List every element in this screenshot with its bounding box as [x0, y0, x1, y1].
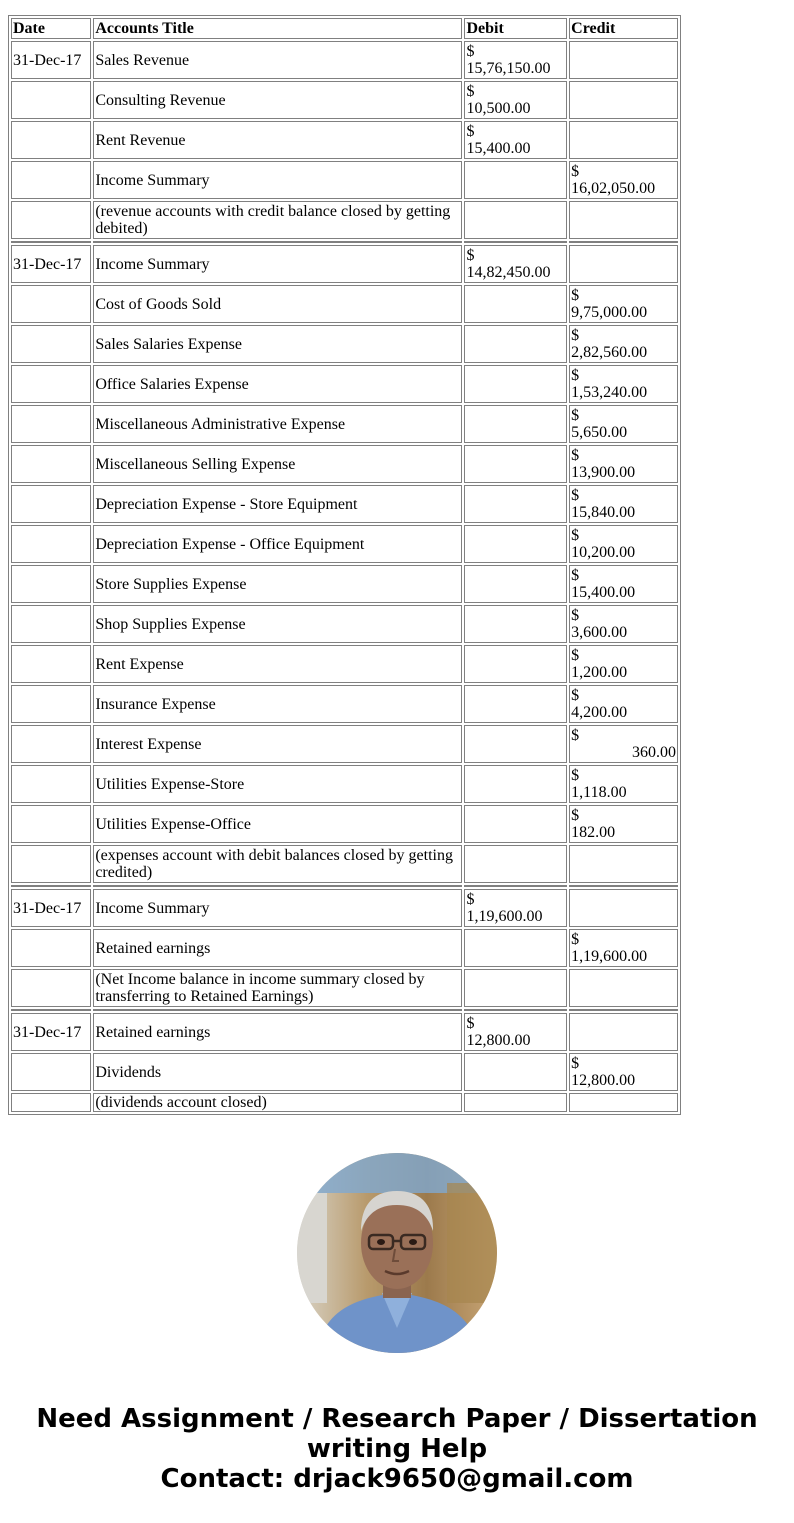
- debit-cell: [464, 1093, 567, 1112]
- table-row: [11, 525, 678, 563]
- account-title-cell: Dividends: [93, 1053, 462, 1091]
- debit-cell: [464, 121, 567, 159]
- date-cell: [11, 485, 91, 523]
- credit-cell: [569, 325, 678, 363]
- debit-cell: [464, 81, 567, 119]
- table-body: [11, 41, 678, 1112]
- table-row: [11, 405, 678, 443]
- date-cell: [11, 525, 91, 563]
- separator-cell: [11, 1009, 91, 1011]
- credit-amount: 1,200.00: [571, 664, 628, 681]
- footer-line-1: Need Assignment / Research Paper / Dissertation: [36, 1404, 758, 1434]
- credit-amount: 10,200.00: [571, 544, 636, 561]
- credit-currency-symbol: $: [571, 367, 580, 384]
- debit-cell: [464, 161, 567, 199]
- account-title-cell: Sales Salaries Expense: [93, 325, 462, 363]
- credit-amount: 5,650.00: [571, 424, 628, 441]
- date-cell: [11, 201, 91, 239]
- account-title-cell: Shop Supplies Expense: [93, 605, 462, 643]
- debit-currency-symbol: $: [466, 891, 475, 908]
- account-title-cell: Miscellaneous Selling Expense: [93, 445, 462, 483]
- narration-cell: (expenses account with debit balances closed by getting credited): [93, 845, 462, 883]
- table-row: [11, 725, 678, 763]
- date-cell: [11, 645, 91, 683]
- date-cell: [11, 365, 91, 403]
- table-row: [11, 41, 678, 79]
- date-cell: [11, 565, 91, 603]
- credit-amount: 13,900.00: [571, 464, 636, 481]
- credit-amount: 1,53,240.00: [571, 384, 648, 401]
- account-title-cell: Insurance Expense: [93, 685, 462, 723]
- header-credit: Credit: [569, 18, 678, 39]
- credit-cell: [569, 1013, 678, 1051]
- date-cell: [11, 765, 91, 803]
- debit-currency-symbol: $: [466, 83, 475, 100]
- author-avatar: [297, 1153, 497, 1353]
- debit-cell: [464, 725, 567, 763]
- table-row: [11, 645, 678, 683]
- debit-amount: 14,82,450.00: [466, 264, 551, 281]
- credit-currency-symbol: $: [571, 807, 580, 824]
- account-title-cell: Retained earnings: [93, 929, 462, 967]
- debit-currency-symbol: $: [466, 1015, 475, 1032]
- narration-row: [11, 1093, 678, 1112]
- debit-cell: [464, 805, 567, 843]
- credit-amount: 2,82,560.00: [571, 344, 648, 361]
- credit-amount: 12,800.00: [571, 1072, 636, 1089]
- date-cell: [11, 725, 91, 763]
- credit-amount: 16,02,050.00: [571, 180, 656, 197]
- credit-cell: [569, 485, 678, 523]
- account-title-cell: Income Summary: [93, 161, 462, 199]
- credit-cell: [569, 365, 678, 403]
- date-cell: [11, 285, 91, 323]
- table-row: [11, 81, 678, 119]
- credit-cell: [569, 725, 678, 763]
- separator-cell: [93, 885, 462, 887]
- debit-amount: 10,500.00: [466, 100, 531, 117]
- debit-cell: [464, 405, 567, 443]
- debit-cell: [464, 445, 567, 483]
- debit-cell: [464, 845, 567, 883]
- credit-currency-symbol: $: [571, 1055, 580, 1072]
- group-separator: [11, 885, 678, 887]
- narration-cell: (revenue accounts with credit balance closed by getting debited): [93, 201, 462, 239]
- credit-cell: [569, 41, 678, 79]
- date-cell: [11, 1053, 91, 1091]
- narration-cell: (dividends account closed): [93, 1093, 462, 1112]
- table-row: [11, 889, 678, 927]
- credit-currency-symbol: $: [571, 767, 580, 784]
- table-row: [11, 765, 678, 803]
- credit-cell: [569, 845, 678, 883]
- credit-amount: 182.00: [571, 824, 616, 841]
- debit-cell: [464, 41, 567, 79]
- footer-contact-line: Contact: drjack9650@gmail.com: [160, 1464, 634, 1494]
- credit-amount: 1,19,600.00: [571, 948, 648, 965]
- credit-cell: [569, 765, 678, 803]
- debit-cell: [464, 645, 567, 683]
- credit-cell: [569, 889, 678, 927]
- header-debit: Debit: [464, 18, 567, 39]
- debit-cell: [464, 969, 567, 1007]
- account-title-cell: Rent Revenue: [93, 121, 462, 159]
- date-cell: 31-Dec-17: [11, 889, 91, 927]
- debit-cell: [464, 201, 567, 239]
- table-row: [11, 245, 678, 283]
- credit-cell: [569, 805, 678, 843]
- debit-amount: 1,19,600.00: [466, 908, 543, 925]
- credit-amount: 1,118.00: [571, 784, 627, 801]
- credit-cell: [569, 969, 678, 1007]
- header-date: Date: [11, 18, 91, 39]
- account-title-cell: Utilities Expense-Store: [93, 765, 462, 803]
- narration-row: [11, 845, 678, 883]
- date-cell: [11, 969, 91, 1007]
- group-separator: [11, 1009, 678, 1011]
- credit-cell: [569, 81, 678, 119]
- date-cell: [11, 121, 91, 159]
- debit-currency-symbol: $: [466, 43, 475, 60]
- date-cell: [11, 405, 91, 443]
- account-title-cell: Consulting Revenue: [93, 81, 462, 119]
- table-row: [11, 805, 678, 843]
- credit-currency-symbol: $: [571, 931, 580, 948]
- account-title-cell: Depreciation Expense - Store Equipment: [93, 485, 462, 523]
- date-cell: [11, 325, 91, 363]
- credit-cell: [569, 161, 678, 199]
- narration-row: [11, 201, 678, 239]
- table-row: [11, 325, 678, 363]
- credit-currency-symbol: $: [571, 727, 580, 744]
- credit-currency-symbol: $: [571, 687, 580, 704]
- credit-cell: [569, 201, 678, 239]
- date-cell: 31-Dec-17: [11, 41, 91, 79]
- date-cell: 31-Dec-17: [11, 1013, 91, 1051]
- debit-cell: [464, 525, 567, 563]
- separator-cell: [93, 241, 462, 243]
- credit-currency-symbol: $: [571, 447, 580, 464]
- credit-currency-symbol: $: [571, 163, 580, 180]
- debit-amount: 12,800.00: [466, 1032, 531, 1049]
- account-title-cell: Depreciation Expense - Office Equipment: [93, 525, 462, 563]
- debit-cell: [464, 685, 567, 723]
- separator-cell: [464, 1009, 567, 1011]
- debit-currency-symbol: $: [466, 123, 475, 140]
- credit-cell: [569, 1053, 678, 1091]
- date-cell: [11, 81, 91, 119]
- account-title-cell: Office Salaries Expense: [93, 365, 462, 403]
- date-cell: [11, 161, 91, 199]
- debit-amount: 15,76,150.00: [466, 60, 551, 77]
- credit-cell: [569, 525, 678, 563]
- credit-currency-symbol: $: [571, 407, 580, 424]
- credit-currency-symbol: $: [571, 607, 580, 624]
- credit-currency-symbol: $: [571, 647, 580, 664]
- credit-cell: [569, 1093, 678, 1112]
- account-title-cell: Interest Expense: [93, 725, 462, 763]
- table-row: [11, 1013, 678, 1051]
- credit-amount: 15,840.00: [571, 504, 636, 521]
- credit-currency-symbol: $: [571, 327, 580, 344]
- header-accounts-title: Accounts Title: [93, 18, 462, 39]
- closing-entries-table: [8, 15, 681, 1115]
- date-cell: [11, 845, 91, 883]
- account-title-cell: Retained earnings: [93, 1013, 462, 1051]
- separator-cell: [569, 885, 678, 887]
- separator-cell: [93, 1009, 462, 1011]
- date-cell: [11, 685, 91, 723]
- date-cell: 31-Dec-17: [11, 245, 91, 283]
- closing-entries-table-wrap: [8, 15, 681, 1115]
- credit-cell: [569, 285, 678, 323]
- date-cell: [11, 605, 91, 643]
- footer-line-2: writing Help: [306, 1434, 488, 1464]
- table-row: [11, 1053, 678, 1091]
- author-photo-icon: [297, 1153, 497, 1353]
- separator-cell: [464, 241, 567, 243]
- table-row: [11, 605, 678, 643]
- debit-cell: [464, 565, 567, 603]
- account-title-cell: Sales Revenue: [93, 41, 462, 79]
- credit-cell: [569, 121, 678, 159]
- credit-currency-symbol: $: [571, 567, 580, 584]
- separator-cell: [569, 241, 678, 243]
- date-cell: [11, 805, 91, 843]
- group-separator: [11, 241, 678, 243]
- credit-currency-symbol: $: [571, 487, 580, 504]
- account-title-cell: Miscellaneous Administrative Expense: [93, 405, 462, 443]
- table-row: [11, 445, 678, 483]
- table-row: [11, 121, 678, 159]
- credit-amount: 4,200.00: [571, 704, 628, 721]
- separator-cell: [569, 1009, 678, 1011]
- date-cell: [11, 1093, 91, 1112]
- separator-cell: [464, 885, 567, 887]
- credit-amount: 3,600.00: [571, 624, 628, 641]
- account-title-cell: Utilities Expense-Office: [93, 805, 462, 843]
- table-row: [11, 365, 678, 403]
- table-row: [11, 685, 678, 723]
- table-row: [11, 485, 678, 523]
- date-cell: [11, 929, 91, 967]
- account-title-cell: Rent Expense: [93, 645, 462, 683]
- debit-cell: [464, 485, 567, 523]
- credit-amount: 9,75,000.00: [571, 304, 648, 321]
- debit-cell: [464, 365, 567, 403]
- narration-row: [11, 969, 678, 1007]
- credit-cell: [569, 605, 678, 643]
- credit-cell: [569, 565, 678, 603]
- debit-currency-symbol: $: [466, 247, 475, 264]
- debit-amount: 15,400.00: [466, 140, 531, 157]
- debit-cell: [464, 889, 567, 927]
- credit-cell: [569, 645, 678, 683]
- table-row: [11, 929, 678, 967]
- credit-cell: [569, 685, 678, 723]
- credit-currency-symbol: $: [571, 287, 580, 304]
- table-row: [11, 565, 678, 603]
- credit-amount: 360.00: [632, 744, 676, 761]
- debit-cell: [464, 1013, 567, 1051]
- debit-cell: [464, 325, 567, 363]
- table-header-row: [11, 18, 678, 39]
- credit-currency-symbol: $: [571, 527, 580, 544]
- credit-amount: 15,400.00: [571, 584, 636, 601]
- table-row: [11, 285, 678, 323]
- narration-cell: (Net Income balance in income summary closed by transferring to Retained Earnings): [93, 969, 462, 1007]
- account-title-cell: Store Supplies Expense: [93, 565, 462, 603]
- contact-footer: [0, 1404, 794, 1494]
- debit-cell: [464, 929, 567, 967]
- debit-cell: [464, 245, 567, 283]
- credit-cell: [569, 445, 678, 483]
- debit-cell: [464, 765, 567, 803]
- account-title-cell: Income Summary: [93, 889, 462, 927]
- credit-cell: [569, 245, 678, 283]
- date-cell: [11, 445, 91, 483]
- debit-cell: [464, 285, 567, 323]
- debit-cell: [464, 1053, 567, 1091]
- credit-cell: [569, 405, 678, 443]
- separator-cell: [11, 885, 91, 887]
- account-title-cell: Income Summary: [93, 245, 462, 283]
- separator-cell: [11, 241, 91, 243]
- credit-cell: [569, 929, 678, 967]
- account-title-cell: Cost of Goods Sold: [93, 285, 462, 323]
- table-row: [11, 161, 678, 199]
- debit-cell: [464, 605, 567, 643]
